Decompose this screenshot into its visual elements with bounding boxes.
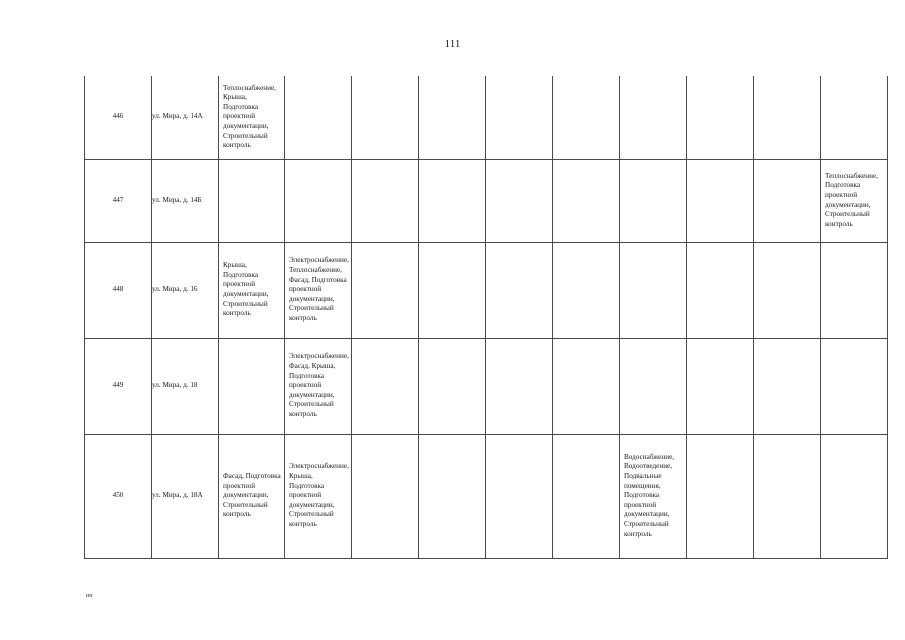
address-cell: ул. Мира, д. 18А [152,434,219,558]
work-cell [486,434,553,558]
work-cell [687,76,754,159]
work-cell [620,434,687,558]
work-description: Теплоснабжение, Подготовка проектной документации, Строительный контроль [825,171,878,228]
work-cell [419,76,486,159]
table-row [85,338,888,434]
work-cell [285,242,352,338]
work-cell [687,242,754,338]
work-cell [754,434,821,558]
work-cell [486,242,553,338]
work-cell [821,434,888,558]
table-row [85,76,888,159]
work-cell [687,434,754,558]
work-cell [754,159,821,242]
page-number: 111 [444,38,461,50]
row-number: 450 [85,434,152,558]
work-description: Электроснабжение, Теплоснабжение, Фасад, Подготовка проектной документации, Строительный контроль [289,256,349,322]
work-cell [419,338,486,434]
work-cell [620,242,687,338]
work-cell [754,338,821,434]
work-cell [821,338,888,434]
address-cell: ул. Мира, д. 14А [152,76,219,159]
work-cell [486,159,553,242]
work-cell [219,242,285,338]
work-cell [486,76,553,159]
work-cell [687,159,754,242]
work-cell [553,338,620,434]
work-cell [219,434,285,558]
work-cell [754,242,821,338]
address-cell: ул. Мира, д. 14Б [152,159,219,242]
work-cell [821,76,888,159]
work-cell [352,76,419,159]
work-cell [419,159,486,242]
address-cell: ул. Мира, д. 18 [152,338,219,434]
work-cell [352,338,419,434]
work-cell [285,338,352,434]
work-cell [219,338,285,434]
work-cell [553,76,620,159]
work-cell [219,159,285,242]
work-cell [285,159,352,242]
work-description: Крыша, Подготовка проектной документации, Строительный контроль [223,261,269,318]
work-cell [620,338,687,434]
work-cell [553,434,620,558]
work-cell [620,159,687,242]
work-cell [352,242,419,338]
work-description: Водоснабжение, Водоотведение, Подвальные помещения, Подготовка проектной документации, Строительный контроль [624,452,675,538]
work-cell [754,76,821,159]
work-cell [352,434,419,558]
table-row [85,159,888,242]
work-cell [219,76,285,159]
work-cell [285,76,352,159]
address-cell: ул. Мира, д. 16 [152,242,219,338]
work-cell [352,159,419,242]
row-number: 446 [85,76,152,159]
work-cell [553,242,620,338]
work-description: Электроснабжение, Фасад, Крыша, Подготовка проектной документации, Строительный контроль [289,352,349,418]
work-description: Фасад, Подготовка проектной документации, Строительный контроль [223,472,281,519]
work-cell [419,242,486,338]
work-cell [553,159,620,242]
work-cell [285,434,352,558]
row-number: 447 [85,159,152,242]
work-cell [821,242,888,338]
work-cell [620,76,687,159]
work-cell [687,338,754,434]
work-description: Электроснабжение, Крыша, Подготовка проектной документации, Строительный контроль [289,462,349,528]
footer-mark: ин [86,593,93,599]
row-number: 448 [85,242,152,338]
work-cell [419,434,486,558]
table-row [85,242,888,338]
work-cell [486,338,553,434]
work-cell [821,159,888,242]
work-description: Теплоснабжение, Крыша, Подготовка проектной документации, Строительный контроль [223,83,276,150]
table-row [85,434,888,558]
repair-schedule-table [84,76,888,559]
row-number: 449 [85,338,152,434]
